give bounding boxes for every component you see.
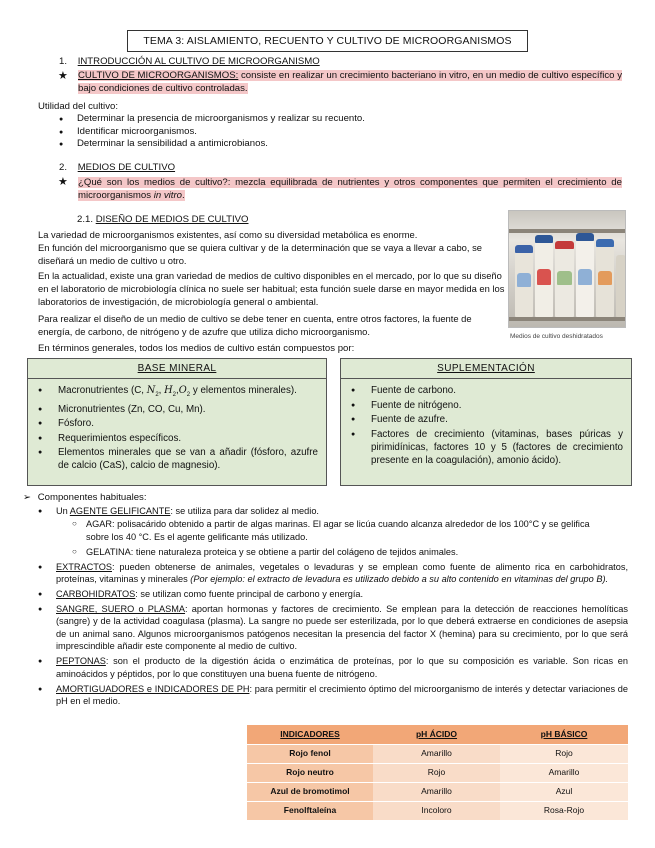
- extractos-term: EXTRACTOS: [56, 562, 112, 573]
- definition-medios: [78, 177, 622, 202]
- sangre-term: SANGRE, SUERO o PLASMA: [56, 604, 186, 615]
- list-item: ● Macronutrientes (C, $N_2$, $H_2,O_2$ y elementos minerales).: [38, 384, 318, 403]
- definition-cultivo: [78, 70, 622, 95]
- list-item: [38, 603, 628, 652]
- list-item: ● Fuente de carbono.: [351, 384, 623, 399]
- table-row: [247, 763, 628, 782]
- list-item: [38, 655, 628, 680]
- section21-body: [38, 228, 508, 338]
- section2-heading: [59, 162, 175, 175]
- table-cell: Rojo neutro: [247, 763, 373, 782]
- h2-sub: 2: [172, 391, 177, 398]
- peptonas-term: PEPTONAS: [56, 656, 106, 667]
- table-row: [247, 782, 628, 801]
- table-cell: Incoloro: [373, 801, 500, 820]
- base-mineral-header: [28, 359, 326, 379]
- table-cell: Rojo: [373, 763, 500, 782]
- indicator-table: [247, 725, 628, 821]
- base-mineral-box: [27, 358, 327, 486]
- table-cell: Rojo: [500, 744, 628, 763]
- list-item: ● Fuente de nitrógeno.: [351, 399, 623, 414]
- list-item: ● Fósforo.: [38, 417, 318, 432]
- macro-prefix: Macronutrientes (C,: [58, 385, 147, 396]
- section1-heading: [59, 56, 320, 69]
- table-cell: Amarillo: [373, 744, 500, 763]
- question-text: ¿Qué son los medios de cultivo?:: [78, 177, 231, 188]
- list-item: ● Requerimientos específicos.: [38, 432, 318, 447]
- table-header: INDICADORES: [247, 725, 373, 744]
- table-cell: Fenolftaleína: [247, 801, 373, 820]
- macro-suffix: y elementos minerales).: [190, 385, 297, 396]
- paragraph: En la actualidad, existe una gran variedad de medios de cultivo disponibles en el mercado, por lo que su diseño en el laboratorio de microbiología clínica no suele ser habitual; esta función suele darse en mayor medida en los laboratorios de investigación, de microbiología general o ambiental.: [38, 270, 505, 307]
- n2: N: [146, 385, 156, 396]
- paragraph: Para realizar el diseño de un medio de cultivo se debe tener en cuenta, entre otros factores, la fuente de energía, de carbono, de nitrógeno y de azufre que utiliza dicho microorganismo.: [38, 313, 472, 337]
- section2-number: 2.: [59, 162, 68, 173]
- definition-term: CULTIVO DE MICROORGANISMOS:: [78, 70, 239, 81]
- list-item: [38, 505, 628, 517]
- agente-text: : se utiliza para dar solidez al medio.: [170, 506, 319, 516]
- base-mineral-title: BASE MINERAL: [137, 363, 217, 374]
- agente-term: AGENTE GELIFICANTE: [69, 506, 171, 516]
- utility-list: [59, 113, 599, 151]
- carbo-text: : se utilizan como fuente principal de carbono y energía.: [135, 588, 364, 599]
- table-cell: Rojo fenol: [247, 744, 373, 763]
- table-cell: Azul: [500, 782, 628, 801]
- agente-intro: Un: [56, 506, 70, 516]
- section21-heading: [77, 214, 249, 227]
- answer-text: mezcla equilibrada de nutrientes y otros componentes que permiten el crecimiento de microorganismos: [78, 177, 622, 201]
- page-title: TEMA 3: AISLAMIENTO, RECUENTO Y CULTIVO DE MICROORGANISMOS: [127, 30, 528, 52]
- section21-number: 2.1.: [77, 214, 94, 225]
- arrow-icon: ➢: [23, 492, 32, 503]
- list-item: ● Factores de crecimiento (vitaminas, bases púricas y pirimidínicas, factores 10 y 5 (factores de crecimiento presente en la coagulación), amonio ácido).: [351, 428, 623, 467]
- suplementacion-box: [340, 358, 632, 486]
- star-icon: ★: [58, 176, 68, 188]
- n2-sub: 2: [155, 391, 159, 398]
- answer-end: .: [181, 189, 185, 201]
- h2: H: [164, 385, 173, 396]
- amort-text: : para permitir el crecimiento óptimo del microorganismo de interés y detectar variaciones de pH en el medio.: [56, 683, 628, 707]
- table-header: pH BÁSICO: [500, 725, 628, 744]
- amort-term: AMORTIGUADORES e INDICADORES DE PH: [56, 683, 250, 694]
- o2: O: [178, 385, 187, 396]
- components-list: [38, 505, 628, 707]
- general-composition-text: En términos generales, todos los medios de cultivo están compuestos por:: [38, 343, 355, 354]
- utility-label: Utilidad del cultivo:: [38, 101, 118, 112]
- section1-number: 1.: [59, 56, 68, 67]
- list-item: [38, 561, 628, 586]
- answer-italic: in vitro: [153, 189, 182, 201]
- suplementacion-header: [341, 359, 631, 379]
- list-item: [38, 683, 628, 708]
- components-label: Componentes habituales:: [37, 492, 147, 503]
- o2-sub: 2: [186, 391, 191, 398]
- peptonas-text: : son el producto de la digestión ácida o enzimática de proteínas, por lo que su composición es variable. Son ricas en aminoácidos y péptidos, por lo que constituyen una buena fuente de nitrógeno.: [56, 656, 628, 679]
- list-item: ● Elementos minerales que se van a añadir (fósforo, azufre de calcio (CaS), calcio de magnesio).: [38, 446, 318, 472]
- gelatina-item: ○ GELATINA: tiene naturaleza proteica y se obtiene a partir del colágeno de tejidos animales.: [72, 546, 600, 558]
- base-mineral-list: [28, 379, 326, 472]
- table-cell: Rosa-Rojo: [500, 801, 628, 820]
- table-header: pH ÁCIDO: [373, 725, 500, 744]
- sangre-text: : aportan hormonas y factores de crecimiento. Se emplean para la detección de reacciones hemolíticas (sangre) y de la actividad coagulasa (plasma). La sangre no puede ser esterilizada, por lo que deberá extraerse en condiciones de asepsia de un animal sano. Algunos microorganismos patógenos necesitan la presencia del factor X (hemina) para su crecimiento, por lo que será imprescindible añadir este componente al medio de cultivo.: [56, 604, 628, 651]
- list-item: ● Determinar la sensibilidad a antimicrobianos.: [59, 138, 599, 151]
- table-row: [247, 744, 628, 763]
- agar-item: ○ AGAR: polisacárido obtenido a partir de algas marinas. El agar se licúa cuando alcanza alrededor de los 100°C y se gelifica sobre los 40 °C. Es el agente gelificante más utilizado.: [72, 518, 600, 543]
- culture-media-photo: [508, 210, 626, 328]
- suplementacion-title: SUPLEMENTACIÓN: [437, 363, 535, 374]
- section2-title: MEDIOS DE CULTIVO: [77, 162, 176, 173]
- carbo-term: CARBOHIDRATOS: [56, 588, 136, 599]
- star-icon: ★: [58, 70, 68, 82]
- extractos-italic: (Por ejemplo: el extracto de levadura es utilizado debido a su alto contenido en vitaminas del grupo B).: [190, 574, 609, 585]
- components-heading: [23, 492, 147, 505]
- table-header-row: [247, 725, 628, 744]
- definition-text: consiste en realizar un crecimiento bacteriano in vitro, en un medio de cultivo específico y bajo condiciones de cultivo controladas.: [78, 70, 623, 94]
- list-item: ● Fuente de azufre.: [351, 413, 623, 428]
- suplementacion-list: [341, 379, 631, 467]
- list-item: ● Micronutrientes (Zn, CO, Cu, Mn).: [38, 403, 318, 418]
- list-item: [38, 588, 628, 600]
- table-cell: Amarillo: [500, 763, 628, 782]
- list-item: ● Identificar microorganismos.: [59, 126, 599, 139]
- section1-title: INTRODUCCIÓN AL CULTIVO DE MICROORGANISMO: [77, 56, 320, 67]
- list-item: ● Determinar la presencia de microorganismos y realizar su recuento.: [59, 113, 599, 126]
- photo-caption: Medios de cultivo deshidratados: [510, 333, 603, 340]
- extractos-text: : pueden obtenerse de animales, vegetales o levaduras y se emplean como fuente de alimento rica en carbohidratos, proteínas, vitaminas y minerales: [56, 562, 628, 585]
- paragraph: La variedad de microorganismos existentes, así como su diversidad metabólica es enorme.: [38, 229, 418, 240]
- table-cell: Azul de bromotimol: [247, 782, 373, 801]
- paragraph: En función del microorganismo que se quiera cultivar y de la determinación que se vaya a llevar a cabo, se diseñará un medio de cultivo u otro.: [38, 242, 482, 266]
- section21-title: DISEÑO DE MEDIOS DE CULTIVO: [95, 214, 249, 225]
- table-cell: Amarillo: [373, 782, 500, 801]
- table-row: [247, 801, 628, 820]
